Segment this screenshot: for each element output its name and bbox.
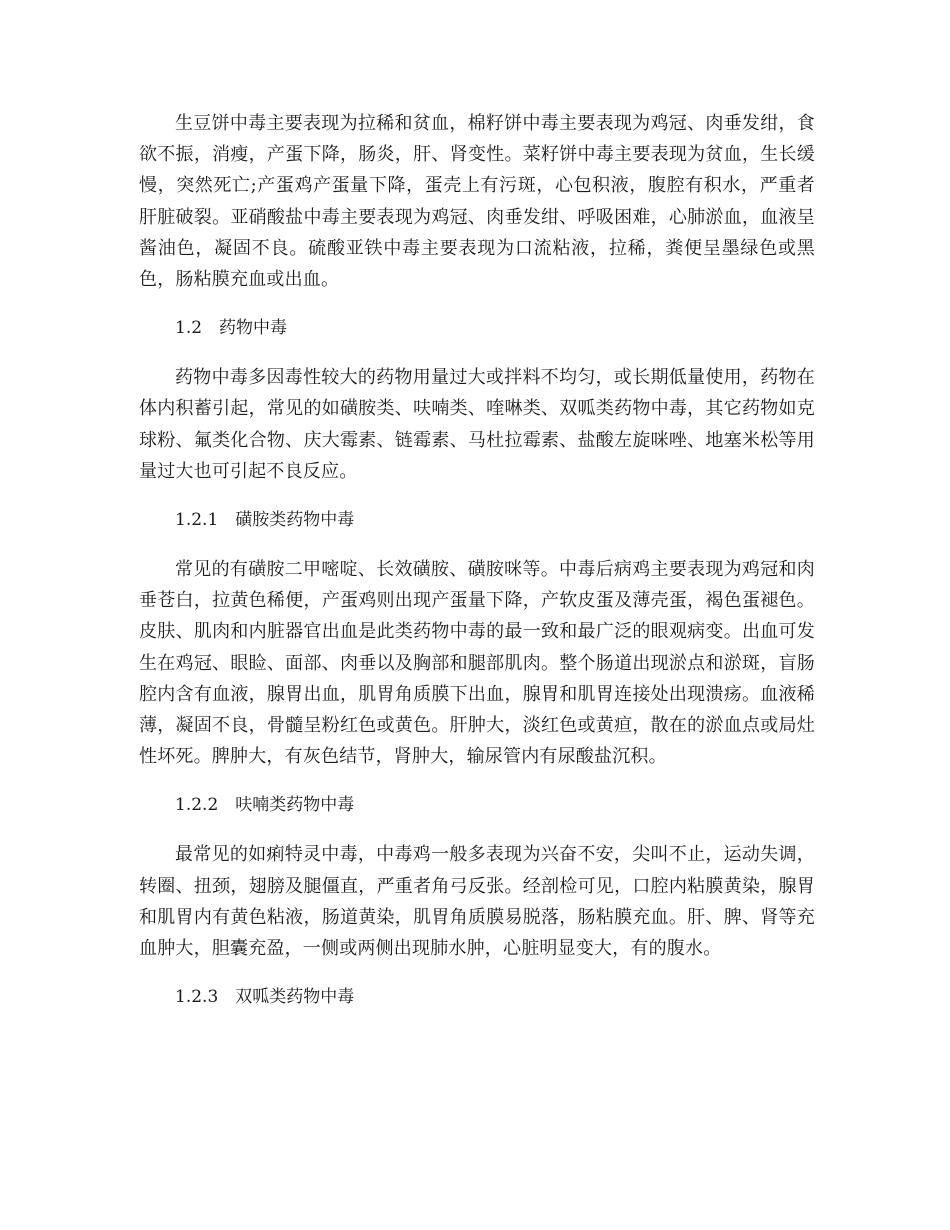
paragraph-drug-poisoning: 药物中毒多因毒性较大的药物用量过大或拌料不均匀，或长期低量使用，药物在体内积蓄引起，常见的如磺胺类、呋喃类、喹啉类、双呱类药物中毒，其它药物如克球粉、氟类化合物、庆大霉素、链霉素、马杜拉霉素、盐酸左旋咪唑、地塞米松等用量过大也可引起不良反应。 [139,367,815,482]
spacer [139,821,815,839]
spacer [139,964,815,982]
section-heading-1-2-3: 1.2.3 双呱类药物中毒 [175,987,355,1008]
paragraph-furan-poisoning: 最常见的如痢特灵中毒，中毒鸡一般多表现为兴奋不安，尖叫不止，运动失调，转圈、扭颈，翅膀及腿僵直，严重者角弓反张。经剖检可见，口腔内粘膜黄染，腺胃和肌胃内有黄色粘液，肠道黄染，肌胃角质膜易脱落，肠粘膜充血。肝、脾、肾等充血肿大，胆囊充盈，一侧或两侧出现肺水肿，心脏明显变大，有的腹水。 [139,844,815,960]
spacer [139,487,815,505]
spacer [139,536,815,554]
document-body [139,108,815,1013]
spacer [139,772,815,790]
spacer [139,295,815,313]
paragraph-sulfonamide-poisoning: 常见的有磺胺二甲嘧啶、长效磺胺、磺胺咪等。中毒后病鸡主要表现为鸡冠和肉垂苍白，拉黄色稀便，产蛋鸡则出现产蛋量下降，产软皮蛋及薄壳蛋，褐色蛋褪色。皮肤、肌肉和内脏器官出血是此类药物中毒的最一致和最广泛的眼观病变。出血可发生在鸡冠、眼睑、面部、肉垂以及胸部和腿部肌肉。整个肠道出现淤点和淤斑，盲肠腔内含有血液，腺胃出血，肌胃角质膜下出血，腺胃和肌胃连接处出现溃疡。血液稀薄，凝固不良，骨髓呈粉红色或黄色。肝肿大，淡红色或黄疸，散在的淤血点或局灶性坏死。脾肿大，有灰色结节，肾肿大，输尿管内有尿酸盐沉积。 [139,559,815,768]
section-heading-1-2: 1.2 药物中毒 [175,318,288,339]
paragraph-cake-meal-poisoning: 生豆饼中毒主要表现为拉稀和贫血，棉籽饼中毒主要表现为鸡冠、肉垂发绀，食欲不振，消瘦，产蛋下降，肠炎，肝、肾变性。菜籽饼中毒主要表现为贫血，生长缓慢，突然死亡;产蛋鸡产蛋量下降，蛋壳上有污斑，心包积液，腹腔有积水，严重者肝脏破裂。亚硝酸盐中毒主要表现为鸡冠、肉垂发绀、呼吸困难，心肺淤血，血液呈酱油色，凝固不良。硫酸亚铁中毒主要表现为口流粘液，拉稀，粪便呈墨绿色或黑色，肠粘膜充血或出血。 [139,113,815,291]
section-heading-1-2-1: 1.2.1 磺胺类药物中毒 [175,510,355,531]
spacer [139,344,815,362]
section-heading-1-2-2: 1.2.2 呋喃类药物中毒 [175,795,355,816]
